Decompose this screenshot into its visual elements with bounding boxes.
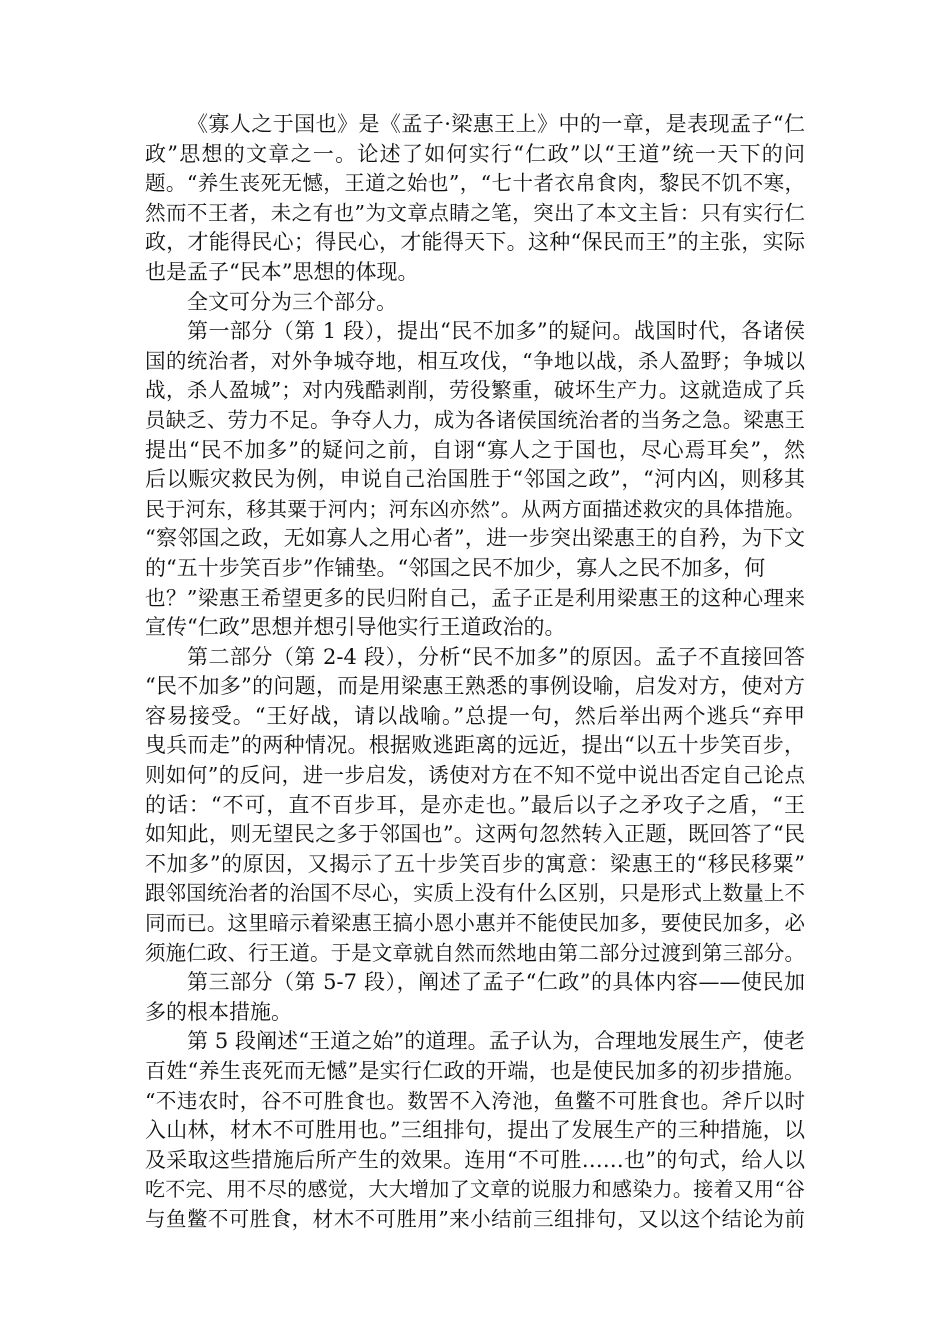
text-line: 吃不完、用不尽的感觉，大大增加了文章的说服力和感染力。接着又用“谷 bbox=[145, 1177, 805, 1202]
paragraph-first-line: 《寡人之于国也》是《孟子·梁惠王上》中的一章，是表现孟子“仁 bbox=[187, 112, 805, 136]
paragraph-first-line: 第 5 段阐述“王道之始”的道理。孟子认为，合理地发展生产，使老 bbox=[187, 1029, 805, 1054]
text-line: 员缺乏、劳力不足。争夺人力，成为各诸侯国统治者的当务之急。梁惠王 bbox=[145, 407, 805, 432]
text-line: 政，才能得民心；得民心，才能得天下。这种“保民而王”的主张，实际 bbox=[145, 230, 805, 255]
text-line: “察邻国之政，无如寡人之用心者”，进一步突出梁惠王的自矜，为下文 bbox=[145, 526, 805, 551]
text-line: 然而不王者，未之有也”为文章点睛之笔，突出了本文主旨：只有实行仁 bbox=[145, 200, 805, 225]
text-line: 战，杀人盈城”；对内残酷剥削，劳役繁重，破坏生产力。这就造成了兵 bbox=[145, 378, 805, 403]
text-line: 提出“民不加多”的疑问之前，自诩“寡人之于国也，尽心焉耳矣”，然 bbox=[145, 437, 805, 462]
text-line: 政”思想的文章之一。论述了如何实行“仁政”以“王道”统一天下的问 bbox=[145, 141, 805, 166]
text-line: 百姓“养生丧死而无憾”是实行仁政的开端，也是使民加多的初步措施。 bbox=[145, 1059, 805, 1083]
text-line: 国的统治者，对外争城夺地，相互攻伐，“争地以战，杀人盈野；争城以 bbox=[145, 348, 805, 373]
text-line: 跟邻国统治者的治国不尽心，实质上没有什么区别，只是形式上数量上不 bbox=[145, 881, 805, 906]
text-line: 宣传“仁政”思想并想引导他实行王道政治的。 bbox=[145, 615, 566, 640]
text-line: 须施仁政、行王道。于是文章就自然而然地由第二部分过渡到第三部分。 bbox=[145, 940, 805, 965]
text-line: 也？”梁惠王希望更多的民归附自己，孟子正是利用梁惠王的这种心理来 bbox=[145, 585, 805, 610]
text-line: 不加多”的原因，又揭示了五十步笑百步的寓意：梁惠王的“移民移粟” bbox=[145, 851, 805, 876]
text-line: 民于河东，移其粟于河内；河东凶亦然”。从两方面描述救灾的具体措施。 bbox=[145, 496, 805, 521]
text-line: 的“五十步笑百步”作铺垫。“邻国之民不加少，寡人之民不加多，何 bbox=[145, 555, 766, 580]
paragraph-first-line: 第三部分（第 5-7 段），阐述了孟子“仁政”的具体内容——使民加 bbox=[187, 970, 805, 995]
text-line: 的话：“不可，直不百步耳，是亦走也。”最后以子之矛攻子之盾，“王 bbox=[145, 792, 805, 817]
text-line: 与鱼鳖不可胜食，材木不可胜用”来小结前三组排句，又以这个结论为前 bbox=[145, 1206, 805, 1231]
text-line: 入山林，材木不可胜用也。”三组排句，提出了发展生产的三种措施，以 bbox=[145, 1118, 805, 1143]
paragraph-first-line: 全文可分为三个部分。 bbox=[187, 289, 397, 314]
text-line: “民不加多”的问题，而是用梁惠王熟悉的事例设喻，启发对方，使对方 bbox=[145, 674, 805, 699]
text-line: 曳兵而走”的两种情况。根据败逃距离的远近，提出“以五十步笑百步， bbox=[145, 733, 805, 758]
paragraph-first-line: 第一部分（第 1 段），提出“民不加多”的疑问。战国时代，各诸侯 bbox=[187, 319, 805, 344]
document-page bbox=[145, 110, 805, 1235]
text-line: 题。“养生丧死无憾，王道之始也”，“七十者衣帛食肉，黎民不饥不寒， bbox=[145, 171, 805, 196]
text-line: 容易接受。“王好战，请以战喻。”总提一句，然后举出两个逃兵“弃甲 bbox=[145, 703, 805, 728]
text-line: 及采取这些措施后所产生的效果。连用“不可胜……也”的句式，给人以 bbox=[145, 1147, 805, 1172]
text-line: 如知此，则无望民之多于邻国也”。这两句忽然转入正题，既回答了“民 bbox=[145, 822, 805, 847]
text-line: 后以赈灾救民为例，申说自己治国胜于“邻国之政”，“河内凶，则移其 bbox=[145, 467, 805, 492]
text-line: 同而已。这里暗示着梁惠王搞小恩小惠并不能使民加多，要使民加多，必 bbox=[145, 911, 805, 936]
paragraph-first-line: 第二部分（第 2-4 段），分析“民不加多”的原因。孟子不直接回答 bbox=[187, 644, 805, 669]
text-line: 多的根本措施。 bbox=[145, 999, 292, 1024]
text-line: 也是孟子“民本”思想的体现。 bbox=[145, 259, 419, 284]
text-line: 则如何”的反问，进一步启发，诱使对方在不知不觉中说出否定自己论点 bbox=[145, 763, 805, 788]
text-line: “不违农时，谷不可胜食也。数罟不入洿池，鱼鳖不可胜食也。斧斤以时 bbox=[145, 1088, 805, 1113]
